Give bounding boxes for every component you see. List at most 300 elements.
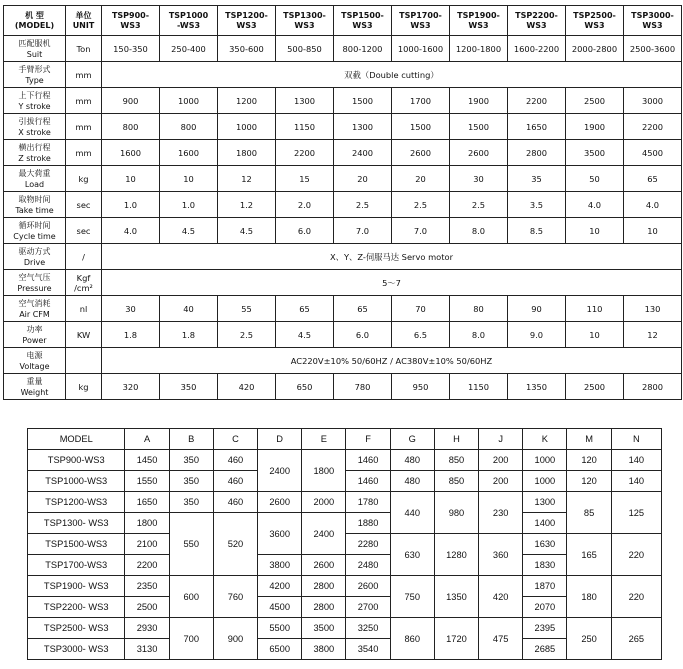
spec-value-cell: 65	[334, 296, 392, 322]
dim-value-cell: 350	[169, 471, 213, 492]
spec-value-cell: 6.0	[276, 218, 334, 244]
spec-unit-cell: mm	[66, 114, 102, 140]
spec-value-cell: 1600	[102, 140, 160, 166]
dim-value-cell: 230	[479, 492, 523, 534]
dim-value-cell: 440	[390, 492, 434, 534]
spec-value-cell: 650	[276, 374, 334, 400]
spec-unit-cell: mm	[66, 140, 102, 166]
dim-value-cell: 2800	[302, 576, 346, 597]
spec-row	[4, 36, 682, 62]
dim-value-cell: 1780	[346, 492, 390, 513]
dim-value-cell: 85	[567, 492, 611, 534]
dim-value-cell: 2350	[125, 576, 169, 597]
spec-label-cell	[4, 36, 66, 62]
spec-value-cell: 2200	[508, 88, 566, 114]
dim-value-cell: 3600	[258, 513, 302, 555]
spec-value-cell: 1300	[334, 114, 392, 140]
spec-row	[4, 244, 682, 270]
spec-table	[3, 5, 682, 400]
model-header-line1: TSP1900-	[457, 10, 500, 20]
spec-value-cell: 55	[218, 296, 276, 322]
dim-value-cell: 1000	[523, 471, 567, 492]
dim-value-cell: 850	[434, 471, 478, 492]
unit-label-en: UNIT	[72, 20, 95, 30]
spec-label-cn: 重量	[26, 376, 43, 386]
dim-value-cell: 250	[567, 618, 611, 660]
spec-value-cell: 2.5	[334, 192, 392, 218]
dim-value-cell: 520	[213, 513, 257, 576]
dim-value-cell: 220	[611, 576, 661, 618]
unit-label-cell	[66, 6, 102, 36]
dim-value-cell: 360	[479, 534, 523, 576]
spec-value-cell: 1800	[218, 140, 276, 166]
spec-label-cell	[4, 374, 66, 400]
spec-label-cell	[4, 192, 66, 218]
spec-unit-cell	[66, 270, 102, 296]
spec-value-cell: 950	[392, 374, 450, 400]
spec-label-en: X stroke	[18, 127, 51, 137]
dim-value-cell: 2930	[125, 618, 169, 639]
spec-unit-cell: mm	[66, 62, 102, 88]
dim-model-cell: TSP900-WS3	[28, 450, 125, 471]
dim-value-cell: 1830	[523, 555, 567, 576]
dim-value-cell: 460	[213, 471, 257, 492]
dim-row	[28, 618, 662, 639]
spec-value-cell: 2600	[392, 140, 450, 166]
spec-value-cell: 1300	[276, 88, 334, 114]
dim-value-cell: 1870	[523, 576, 567, 597]
model-label-cell	[4, 6, 66, 36]
spec-row	[4, 140, 682, 166]
model-header-cell	[102, 6, 160, 36]
spec-value-cell: 2.0	[276, 192, 334, 218]
dim-value-cell: 1800	[302, 450, 346, 492]
model-header-line2: WS3	[410, 20, 431, 30]
spec-value-cell: 350-600	[218, 36, 276, 62]
spec-row	[4, 114, 682, 140]
spec-label-cn: 功率	[26, 324, 43, 334]
dim-value-cell: 1720	[434, 618, 478, 660]
dim-header-cell: N	[611, 429, 661, 450]
spec-value-cell: 2800	[508, 140, 566, 166]
spec-value-cell: 4.0	[566, 192, 624, 218]
dim-value-cell: 480	[390, 450, 434, 471]
spec-value-cell: 1650	[508, 114, 566, 140]
spec-value-cell: 2200	[276, 140, 334, 166]
spec-label-cell	[4, 348, 66, 374]
spec-value-cell: 4.5	[276, 322, 334, 348]
dim-model-cell: TSP1300- WS3	[28, 513, 125, 534]
spec-label-en: Power	[22, 335, 47, 345]
spec-value-cell: 1600	[160, 140, 218, 166]
spec-label-cell	[4, 218, 66, 244]
dim-value-cell: 2700	[346, 597, 390, 618]
spec-value-cell: 1600-2200	[508, 36, 566, 62]
spec-label-cn: 循环时间	[18, 220, 51, 230]
dim-model-cell: TSP1900- WS3	[28, 576, 125, 597]
dim-row	[28, 639, 662, 660]
dim-model-cell: TSP1200-WS3	[28, 492, 125, 513]
spec-value-cell: 780	[334, 374, 392, 400]
model-header-cell	[218, 6, 276, 36]
dim-value-cell: 2000	[302, 492, 346, 513]
model-header-cell	[160, 6, 218, 36]
spec-value-cell: 800-1200	[334, 36, 392, 62]
dim-model-cell: TSP2500- WS3	[28, 618, 125, 639]
dim-value-cell: 5500	[258, 618, 302, 639]
spec-value-cell: 30	[102, 296, 160, 322]
dim-value-cell: 1550	[125, 471, 169, 492]
spec-value-cell: 1200	[218, 88, 276, 114]
spec-value-cell: 2.5	[450, 192, 508, 218]
spec-row	[4, 218, 682, 244]
spec-value-cell: 4.0	[102, 218, 160, 244]
spec-header-row	[4, 6, 682, 36]
spec-label-cn: 横出行程	[18, 142, 51, 152]
spec-value-cell: 90	[508, 296, 566, 322]
spec-value-cell: 4.0	[624, 192, 682, 218]
spec-value-cell: 2500	[566, 374, 624, 400]
spec-value-cell: 15	[276, 166, 334, 192]
spec-value-cell: 2400	[334, 140, 392, 166]
spec-value-cell: 1.0	[160, 192, 218, 218]
spec-value-cell: 7.0	[392, 218, 450, 244]
dim-value-cell: 6500	[258, 639, 302, 660]
dim-value-cell: 2500	[125, 597, 169, 618]
dim-value-cell: 4500	[258, 597, 302, 618]
dim-value-cell: 1300	[523, 492, 567, 513]
spec-label-en: Take time	[15, 205, 54, 215]
dim-row	[28, 597, 662, 618]
dim-value-cell: 140	[611, 450, 661, 471]
spec-value-cell: 1.2	[218, 192, 276, 218]
dim-value-cell: 1630	[523, 534, 567, 555]
dim-value-cell: 1350	[434, 576, 478, 618]
spec-unit-cell: KW	[66, 322, 102, 348]
dim-header-cell: B	[169, 429, 213, 450]
dim-value-cell: 2070	[523, 597, 567, 618]
spec-unit-cell: kg	[66, 166, 102, 192]
dim-value-cell: 2400	[302, 513, 346, 555]
spec-value-cell: 3.5	[508, 192, 566, 218]
spec-value-cell: 9.0	[508, 322, 566, 348]
spec-row	[4, 88, 682, 114]
spec-value-cell: 30	[450, 166, 508, 192]
dim-value-cell: 2280	[346, 534, 390, 555]
spec-value-cell: 70	[392, 296, 450, 322]
spec-merged-value: AC220V±10% 50/60HZ / AC380V±10% 50/60HZ	[102, 348, 682, 374]
spec-value-cell: 2.5	[218, 322, 276, 348]
model-header-cell	[450, 6, 508, 36]
spec-label-cn: 取物时间	[18, 194, 51, 204]
spec-unit-cell: sec	[66, 192, 102, 218]
dim-value-cell: 1460	[346, 471, 390, 492]
dim-value-cell: 120	[567, 450, 611, 471]
dim-value-cell: 760	[213, 576, 257, 618]
spec-label-cell	[4, 166, 66, 192]
spec-value-cell: 2200	[624, 114, 682, 140]
dim-value-cell: 350	[169, 450, 213, 471]
spec-value-cell: 2.5	[392, 192, 450, 218]
spec-label-cell	[4, 296, 66, 322]
spec-value-cell: 900	[102, 88, 160, 114]
model-header-line1: TSP1700-	[399, 10, 442, 20]
spec-value-cell: 4.5	[160, 218, 218, 244]
spec-label-en: Type	[25, 75, 44, 85]
model-header-cell	[392, 6, 450, 36]
spec-value-cell: 250-400	[160, 36, 218, 62]
dim-header-cell: E	[302, 429, 346, 450]
dim-value-cell: 265	[611, 618, 661, 660]
spec-value-cell: 40	[160, 296, 218, 322]
dim-value-cell: 125	[611, 492, 661, 534]
model-label-cn: 机 型	[25, 10, 44, 20]
spec-label-cell	[4, 88, 66, 114]
spec-value-cell: 1500	[450, 114, 508, 140]
model-header-cell	[334, 6, 392, 36]
spec-value-cell: 2600	[450, 140, 508, 166]
dim-value-cell: 900	[213, 618, 257, 660]
spec-label-cell	[4, 244, 66, 270]
spec-value-cell: 12	[218, 166, 276, 192]
spec-value-cell: 1900	[450, 88, 508, 114]
spec-row	[4, 322, 682, 348]
dimension-table	[27, 428, 662, 660]
model-header-line1: TSP2500-	[573, 10, 616, 20]
dim-model-cell: TSP2200- WS3	[28, 597, 125, 618]
spec-value-cell: 20	[392, 166, 450, 192]
spec-label-cn: 最大荷重	[18, 168, 51, 178]
model-header-line2: WS3	[642, 20, 663, 30]
spec-value-cell: 1500	[392, 114, 450, 140]
spec-value-cell: 12	[624, 322, 682, 348]
spec-value-cell: 800	[102, 114, 160, 140]
dim-value-cell: 2400	[258, 450, 302, 492]
spec-value-cell: 350	[160, 374, 218, 400]
dim-header-cell: K	[523, 429, 567, 450]
dim-value-cell: 140	[611, 471, 661, 492]
spec-value-cell: 1.0	[102, 192, 160, 218]
dim-value-cell: 1400	[523, 513, 567, 534]
dim-value-cell: 3500	[302, 618, 346, 639]
spec-value-cell: 20	[334, 166, 392, 192]
spec-value-cell: 1000	[160, 88, 218, 114]
spec-value-cell: 80	[450, 296, 508, 322]
dim-value-cell: 220	[611, 534, 661, 576]
spec-value-cell: 1000	[218, 114, 276, 140]
dim-row	[28, 555, 662, 576]
model-header-line2: WS3	[120, 20, 141, 30]
spec-label-en: Air CFM	[19, 309, 50, 319]
dim-model-cell: TSP1500-WS3	[28, 534, 125, 555]
spec-value-cell: 65	[624, 166, 682, 192]
dim-value-cell: 475	[479, 618, 523, 660]
dim-value-cell: 1460	[346, 450, 390, 471]
spec-value-cell: 130	[624, 296, 682, 322]
spec-unit-cell: kg	[66, 374, 102, 400]
dim-value-cell: 3540	[346, 639, 390, 660]
spec-merged-value: 双截（Double cutting）	[102, 62, 682, 88]
spec-unit-top: Kgf	[76, 272, 91, 283]
dim-value-cell: 350	[169, 492, 213, 513]
dim-row	[28, 513, 662, 534]
unit-label-cn: 单位	[75, 10, 92, 20]
spec-value-cell: 2800	[624, 374, 682, 400]
dim-value-cell: 750	[390, 576, 434, 618]
dim-row	[28, 492, 662, 513]
dim-value-cell: 480	[390, 471, 434, 492]
spec-label-en: Z stroke	[18, 153, 51, 163]
dim-value-cell: 2395	[523, 618, 567, 639]
dim-header-row	[28, 429, 662, 450]
spec-value-cell: 3500	[566, 140, 624, 166]
spec-value-cell: 8.0	[450, 322, 508, 348]
spec-value-cell: 8.0	[450, 218, 508, 244]
spec-value-cell: 1500	[334, 88, 392, 114]
model-header-line2: WS3	[468, 20, 489, 30]
dim-value-cell: 2200	[125, 555, 169, 576]
dim-model-cell: TSP1000-WS3	[28, 471, 125, 492]
spec-row	[4, 374, 682, 400]
spec-value-cell: 2500	[566, 88, 624, 114]
model-header-line1: TSP1500-	[341, 10, 384, 20]
dim-value-cell: 165	[567, 534, 611, 576]
spec-row	[4, 62, 682, 88]
dim-header-cell: G	[390, 429, 434, 450]
spec-value-cell: 1200-1800	[450, 36, 508, 62]
spec-row	[4, 192, 682, 218]
spec-label-en: Suit	[26, 49, 43, 59]
spec-value-cell: 3000	[624, 88, 682, 114]
model-header-line1: TSP3000-	[631, 10, 674, 20]
model-header-line1: TSP1200-	[225, 10, 268, 20]
spec-unit-cell	[66, 348, 102, 374]
spec-label-en: Pressure	[17, 283, 52, 293]
dim-header-cell: F	[346, 429, 390, 450]
dim-value-cell: 420	[479, 576, 523, 618]
spec-row	[4, 296, 682, 322]
model-header-cell	[276, 6, 334, 36]
dim-value-cell: 850	[434, 450, 478, 471]
model-header-line2: WS3	[526, 20, 547, 30]
dim-value-cell: 980	[434, 492, 478, 534]
spec-value-cell: 110	[566, 296, 624, 322]
spec-value-cell: 7.0	[334, 218, 392, 244]
spec-value-cell: 35	[508, 166, 566, 192]
dim-header-cell: J	[479, 429, 523, 450]
dim-value-cell: 3800	[302, 639, 346, 660]
model-header-cell	[624, 6, 682, 36]
spec-value-cell: 1350	[508, 374, 566, 400]
spec-value-cell: 50	[566, 166, 624, 192]
spec-unit-bottom: /cm²	[74, 282, 93, 293]
spec-value-cell: 800	[160, 114, 218, 140]
spec-label-cell	[4, 322, 66, 348]
dim-row	[28, 450, 662, 471]
dim-value-cell: 200	[479, 471, 523, 492]
spec-unit-cell: mm	[66, 88, 102, 114]
spec-label-cn: 上下行程	[18, 90, 51, 100]
spec-label-cn: 手臂形式	[18, 64, 51, 74]
spec-value-cell: 8.5	[508, 218, 566, 244]
model-header-cell	[508, 6, 566, 36]
dim-value-cell: 550	[169, 513, 213, 576]
dim-value-cell: 120	[567, 471, 611, 492]
dim-value-cell: 700	[169, 618, 213, 660]
spec-value-cell: 65	[276, 296, 334, 322]
dim-value-cell: 2600	[346, 576, 390, 597]
spec-merged-value: 5～7	[102, 270, 682, 296]
spec-value-cell: 10	[160, 166, 218, 192]
dim-value-cell: 2800	[302, 597, 346, 618]
dim-header-cell: H	[434, 429, 478, 450]
model-header-line2: WS3	[236, 20, 257, 30]
spec-label-cn: 驱动方式	[18, 246, 51, 256]
model-header-line1: TSP2200-	[515, 10, 558, 20]
spec-value-cell: 6.0	[334, 322, 392, 348]
spec-value-cell: 1150	[450, 374, 508, 400]
spec-merged-value: X、Y、Z-伺服马达 Servo motor	[102, 244, 682, 270]
dim-header-cell: A	[125, 429, 169, 450]
spec-label-en: Voltage	[19, 361, 50, 371]
dim-header-cell: C	[213, 429, 257, 450]
spec-label-en: Weight	[20, 387, 49, 397]
spec-label-en: Cycle time	[13, 231, 56, 241]
spec-value-cell: 2000-2800	[566, 36, 624, 62]
spec-value-cell: 6.5	[392, 322, 450, 348]
spec-value-cell: 1900	[566, 114, 624, 140]
spec-label-cn: 空气消耗	[18, 298, 51, 308]
dim-value-cell: 2600	[302, 555, 346, 576]
spec-label-cell	[4, 270, 66, 296]
model-header-cell	[566, 6, 624, 36]
spec-value-cell: 420	[218, 374, 276, 400]
dim-value-cell: 1280	[434, 534, 478, 576]
spec-value-cell: 10	[566, 322, 624, 348]
dim-value-cell: 460	[213, 492, 257, 513]
spec-label-cn: 匹配服机	[18, 38, 51, 48]
dim-value-cell: 1450	[125, 450, 169, 471]
dim-value-cell: 2480	[346, 555, 390, 576]
model-header-line1: TSP900-	[111, 10, 150, 20]
dim-value-cell: 2685	[523, 639, 567, 660]
dim-value-cell: 2600	[258, 492, 302, 513]
spec-row	[4, 166, 682, 192]
dim-model-cell: TSP3000- WS3	[28, 639, 125, 660]
model-header-line2: WS3	[584, 20, 605, 30]
spec-label-en: Drive	[23, 257, 46, 267]
spec-value-cell: 500-850	[276, 36, 334, 62]
spec-value-cell: 1700	[392, 88, 450, 114]
spec-label-cn: 空气气压	[18, 272, 51, 282]
model-header-line1: TSP1300-	[283, 10, 326, 20]
model-header-line2: WS3	[352, 20, 373, 30]
spec-label-cell	[4, 114, 66, 140]
spec-label-cell	[4, 140, 66, 166]
spec-row	[4, 270, 682, 296]
spec-unit-cell: Ton	[66, 36, 102, 62]
model-header-line2: -WS3	[176, 20, 201, 30]
model-label-en: (MODEL)	[14, 20, 55, 30]
dim-value-cell: 200	[479, 450, 523, 471]
dim-value-cell: 1000	[523, 450, 567, 471]
spec-row	[4, 348, 682, 374]
spec-value-cell: 150-350	[102, 36, 160, 62]
dim-value-cell: 3250	[346, 618, 390, 639]
spec-value-cell: 1150	[276, 114, 334, 140]
spec-label-en: Load	[24, 179, 45, 189]
dim-value-cell: 1880	[346, 513, 390, 534]
